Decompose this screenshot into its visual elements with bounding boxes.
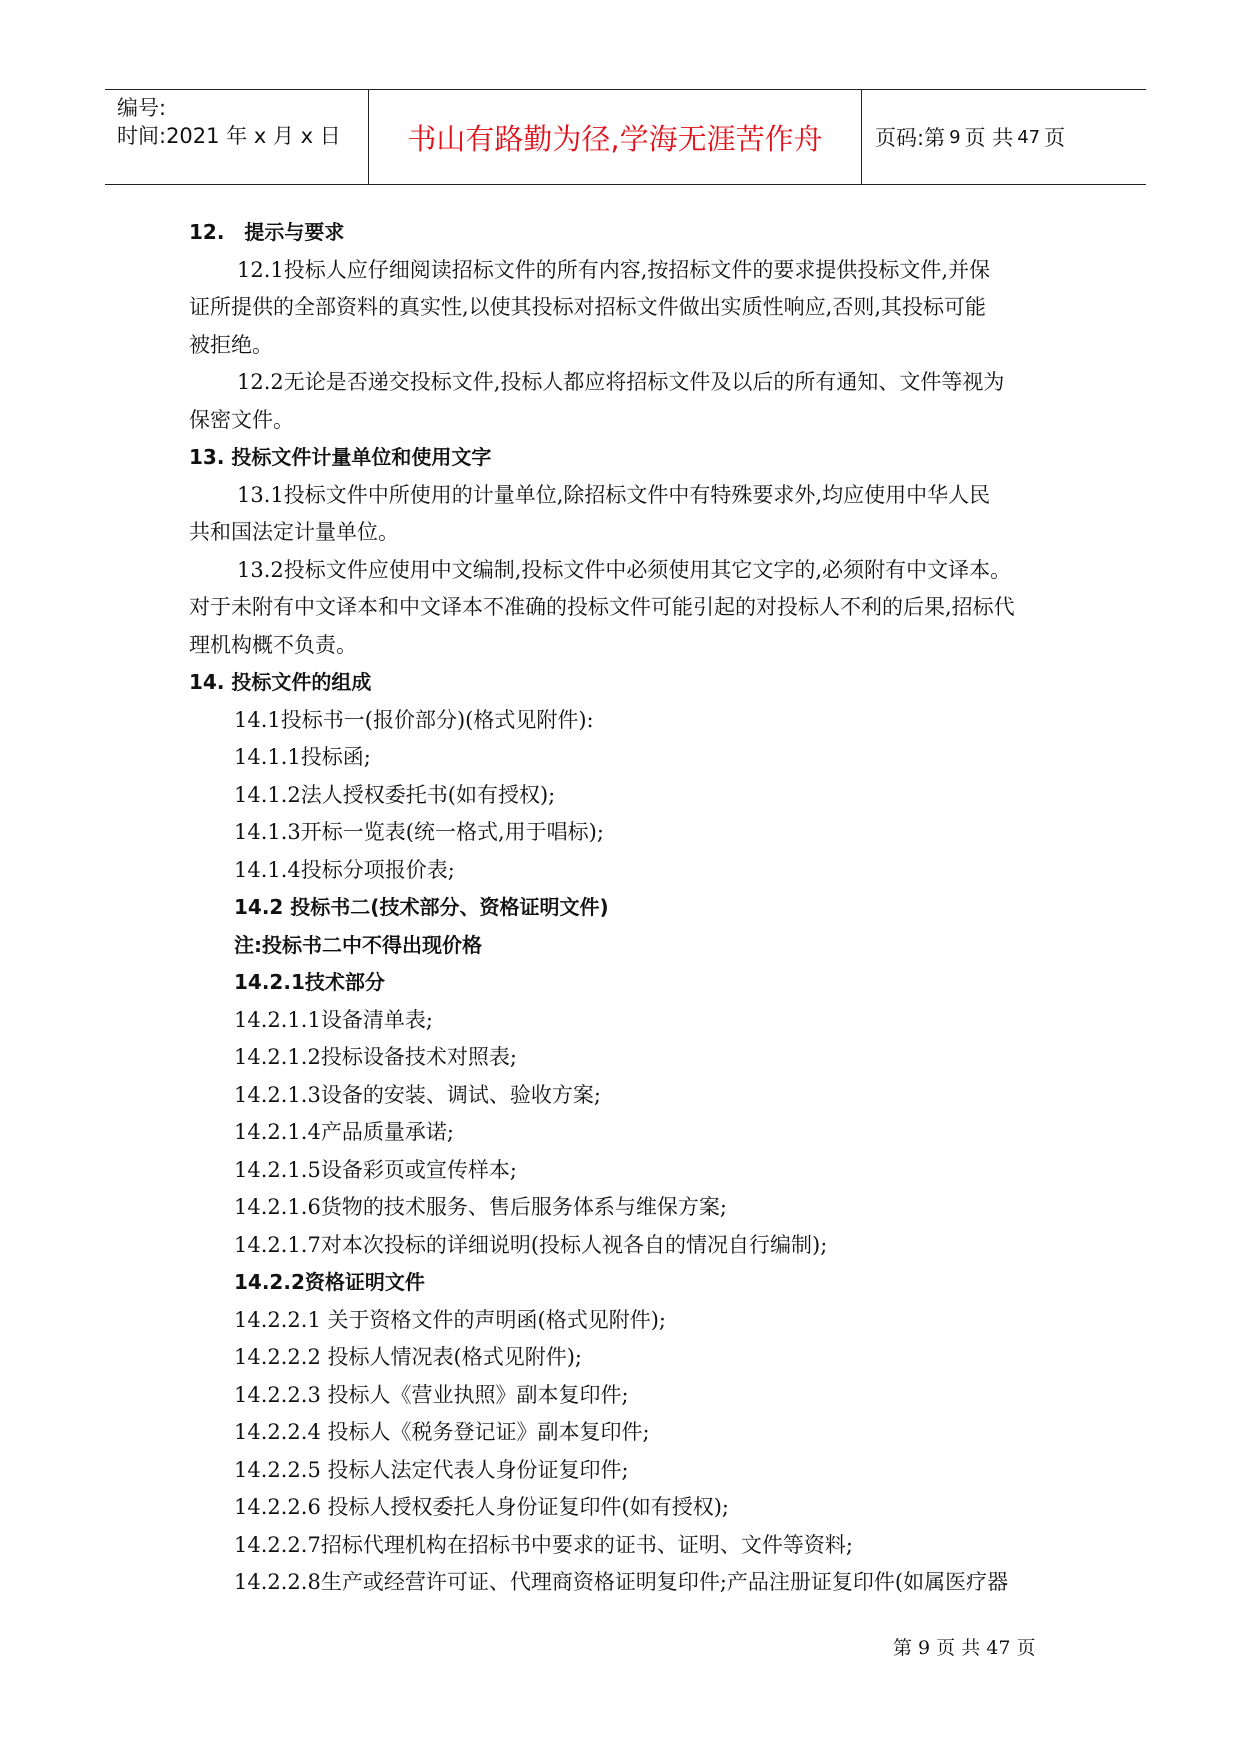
paragraph-line: 被拒绝。 [189,332,273,357]
section-heading: 13. 投标文件计量单位和使用文字 [189,445,492,469]
list-item: 14.2.1.7对本次投标的详细说明(投标人视各自的情况自行编制); [234,1232,828,1257]
list-item: 14.1.3开标一览表(统一格式,用于唱标); [234,820,604,844]
list-item: 14.2.2.3 投标人《营业执照》副本复印件; [234,1382,629,1407]
paragraph-line: 12.1投标人应仔细阅读招标文件的所有内容,按招标文件的要求提供投标文件,并保 [237,257,991,282]
document-time-label: 时间:2021 年 x 月 x 日 [117,124,341,148]
paragraph-line: 证所提供的全部资料的真实性,以使其投标对招标文件做出实质性响应,否则,其投标可能 [189,295,987,319]
paragraph-line: 13.1投标文件中所使用的计量单位,除招标文件中有特殊要求外,均应使用中华人民 [237,482,991,507]
paragraph-line: 共和国法定计量单位。 [189,520,399,544]
paragraph-line: 13.2投标文件应使用中文编制,投标文件中必须使用其它文字的,必须附有中文译本。 [237,557,1012,582]
page-total: 47 [1017,126,1041,148]
list-item: 14.2.2.5 投标人法定代表人身份证复印件; [234,1457,629,1482]
list-item: 14.2.2.7招标代理机构在招标书中要求的证书、证明、文件等资料; [234,1532,853,1557]
list-item: 14.1投标书一(报价部分)(格式见附件): [234,707,594,732]
page-middle: 页 共 [964,126,1014,150]
list-item: 14.2.1.3设备的安装、调试、验收方案; [234,1082,601,1107]
section-heading: 14. 投标文件的组成 [189,670,372,694]
paragraph-line: 理机构概不负责。 [189,632,357,657]
list-item: 14.2.2.4 投标人《税务登记证》副本复印件; [234,1420,650,1444]
header-motto-cell [368,90,862,184]
subsection-heading: 14.2.2资格证明文件 [234,1270,425,1294]
paragraph-line: 保密文件。 [189,407,294,432]
page-suffix: 页 [1044,126,1066,150]
document-body [189,214,1069,1602]
page-prefix: 页码:第 [875,126,946,150]
header-info [117,94,362,150]
list-item: 14.2.2.2 投标人情况表(格式见附件); [234,1345,582,1369]
list-item: 14.2.1.6货物的技术服务、售后服务体系与维保方案; [234,1195,727,1219]
header-motto: 书山有路勤为径,学海无涯苦作舟 [407,121,823,156]
list-item: 14.1.2法人授权委托书(如有授权); [234,782,556,807]
subsection-heading: 14.2 投标书二(技术部分、资格证明文件) [234,895,609,919]
list-item: 14.2.1.4产品质量承诺; [234,1120,454,1144]
paragraph-line: 对于未附有中文译本和中文译本不准确的投标文件可能引起的对投标人不利的后果,招标代 [189,595,1015,619]
note-heading: 注:投标书二中不得出现价格 [234,932,482,957]
list-item: 14.2.1.2投标设备技术对照表; [234,1045,517,1069]
list-item: 14.2.2.6 投标人授权委托人身份证复印件(如有授权); [234,1495,729,1519]
list-item: 14.2.2.1 关于资格文件的声明函(格式见附件); [234,1307,666,1332]
subsection-heading: 14.2.1技术部分 [234,970,385,994]
list-item: 14.2.1.1设备清单表; [234,1007,433,1032]
page-header [105,89,1146,185]
header-page-info [875,90,1065,184]
paragraph-line: 12.2无论是否递交投标文件,投标人都应将招标文件及以后的所有通知、文件等视为 [237,370,1005,394]
page-footer: 第 9 页 共 47 页 [893,1637,1036,1659]
document-number-label: 编号: [117,96,167,120]
list-item: 14.2.1.5设备彩页或宣传样本; [234,1157,517,1182]
list-item: 14.1.4投标分项报价表; [234,857,455,882]
list-item: 14.2.2.8生产或经营许可证、代理商资格证明复印件;产品注册证复印件(如属医疗器 [234,1570,1009,1594]
page-current: 9 [949,126,961,148]
section-heading: 12. 提示与要求 [189,220,345,244]
list-item: 14.1.1投标函; [234,745,371,769]
